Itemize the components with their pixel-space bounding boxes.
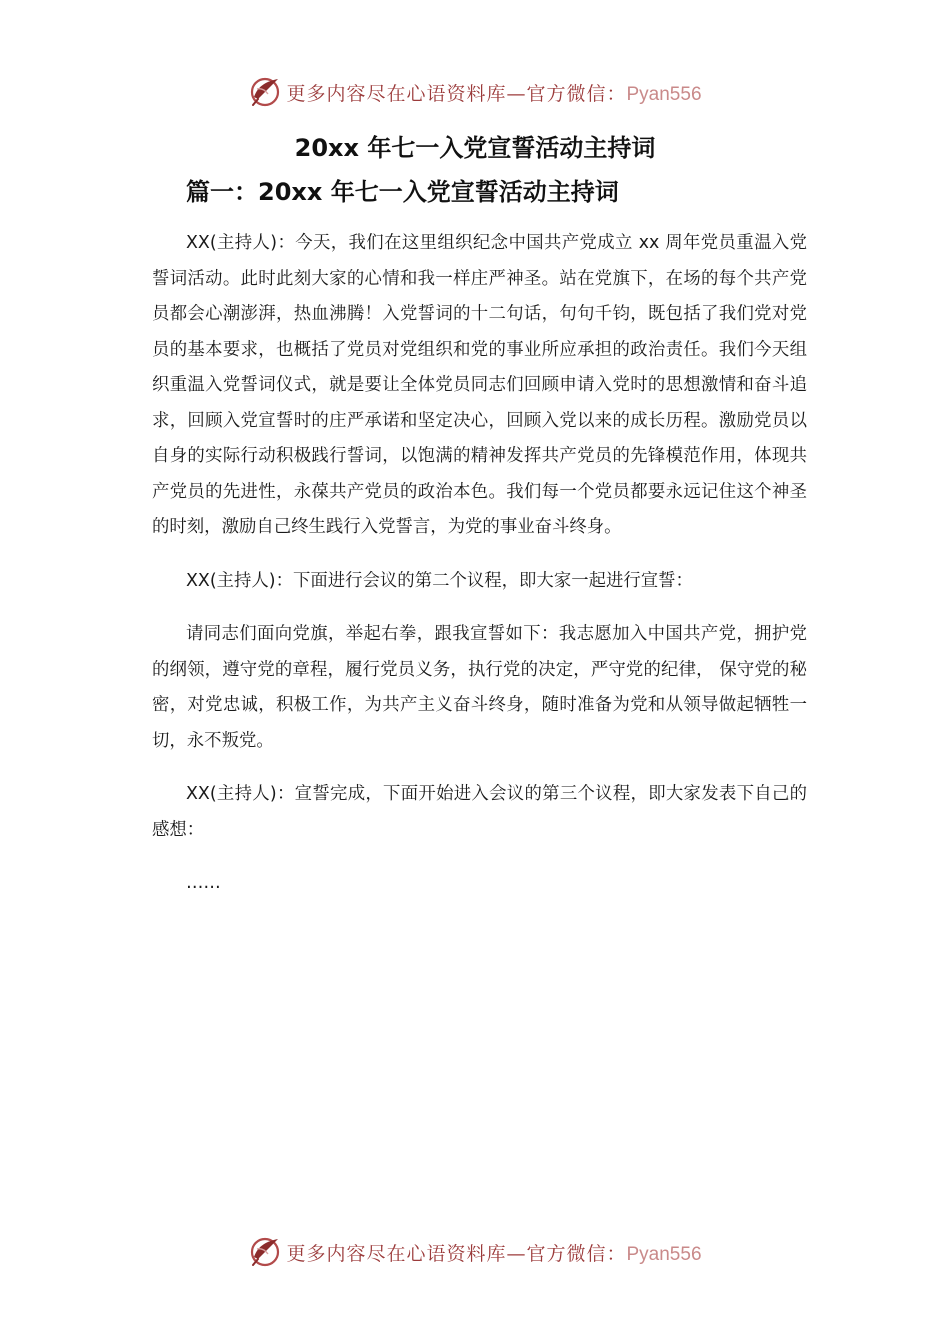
watermark-banner-top (0, 72, 950, 112)
watermark-text: 更多内容尽在心语资料库—官方微信：Pyan556 (286, 82, 702, 105)
paragraph-ellipsis: …… (186, 873, 221, 893)
watermark-banner-bottom (0, 1232, 950, 1272)
watermark-handle: Pyan556 (626, 1243, 702, 1265)
paragraph-oath: 请同志们面向党旗，举起右拳，跟我宣誓如下：我志愿加入中国共产党，拥护党的纲领，遵守党的章程，履行党员义务，执行党的决定，严守党的纪律， 保守党的秘密，对党忠诚，积极工作，为共产主义奋斗终身，随时准备为党和从领导做起牺牲一切，永不叛党。 (152, 624, 807, 751)
quill-logo-icon (248, 75, 282, 109)
section-title: 篇一：20xx 年七一入党宣誓活动主持词 (186, 178, 619, 206)
document-body (152, 226, 807, 920)
watermark-handle: Pyan556 (626, 83, 702, 105)
quill-logo-icon (248, 1235, 282, 1269)
paragraph-third-agenda: XX(主持人)：宣誓完成，下面开始进入会议的第三个议程，即大家发表下自己的感想： (152, 784, 807, 840)
paragraph-second-agenda: XX(主持人)：下面进行会议的第二个议程，即大家一起进行宣誓： (186, 570, 693, 591)
paragraph-host-opening: XX(主持人)：今天，我们在这里组织纪念中国共产党成立 xx 周年党员重温入党誓词活动。此时此刻大家的心情和我一样庄严神圣。站在党旗下，在场的每个共产党员都会心潮澎湃，热血沸腾！入党誓词的十二句话，句句千钧，既包括了我们党对党员的基本要求，也概括了党员对党组织和党的事业所应承担的政治责任。我们今天组织重温入党誓词仪式，就是要让全体党员同志们回顾申请入党时的思想激情和奋斗追求，回顾入党宣誓时的庄严承诺和坚定决心，回顾入党以来的成长历程。激励党员以自身的实际行动积极践行誓词，以饱满的精神发挥共产党员的先锋模范作用，体现共产党员的先进性，永葆共产党员的政治本色。我们每一个党员都要永远记住这个神圣的时刻，激励自己终生践行入党誓言，为党的事业奋斗终身。 (152, 233, 807, 537)
document-title: 20xx 年七一入党宣誓活动主持词 (294, 134, 656, 162)
watermark-text: 更多内容尽在心语资料库—官方微信：Pyan556 (286, 1242, 702, 1265)
